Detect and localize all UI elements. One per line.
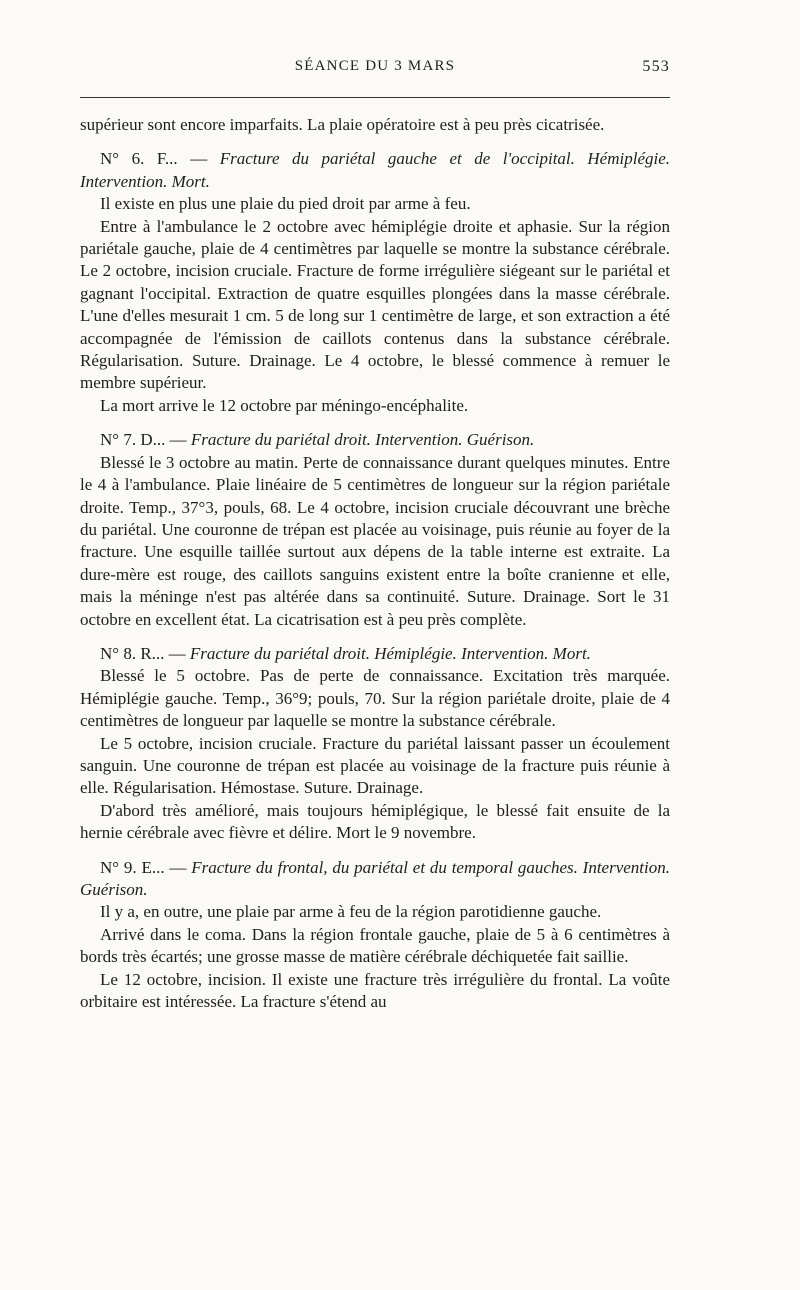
case-7-title: Fracture du pariétal droit. Intervention. Guérison.	[190, 430, 535, 450]
page-number: 553	[642, 58, 670, 75]
case-8-title: Fracture du pariétal droit. Hémiplégie. Intervention. Mort.	[189, 643, 591, 663]
case-6-paragraph-3: La mort arrive le 12 octobre par méningo-encéphalite.	[100, 395, 469, 415]
case-7-number: N° 7. D... —	[100, 430, 187, 450]
running-title: SÉANCE DU 3 MARS	[294, 58, 456, 74]
case-6-heading	[80, 148, 670, 193]
case-6-paragraph-1: Il existe en plus une plaie du pied droit par arme à feu.	[100, 194, 471, 214]
case-9-number: N° 9. E... —	[100, 857, 187, 877]
case-6-number: N° 6. F... —	[100, 149, 208, 169]
case-9-paragraph-1: Il y a, en outre, une plaie par arme à feu de la région parotidienne gauche.	[100, 902, 602, 922]
running-header	[80, 58, 670, 82]
case-7-heading	[80, 429, 670, 451]
case-8-paragraph-1: Blessé le 5 octobre. Pas de perte de connaissance. Excitation très marquée. Hémiplégie gauche. Temp., 36°9; pouls, 70. Sur la région pariétale droite, plaie de 4 centimètres de longueur par laquelle se montre la substance cérébrale.	[80, 666, 670, 731]
case-9-paragraph-2: Arrivé dans le coma. Dans la région frontale gauche, plaie de 5 à 6 centimètres à bords très écartés; une grosse masse de matière cérébrale déchiquetée fait saillie.	[80, 924, 670, 967]
intro-paragraph: supérieur sont encore imparfaits. La plaie opératoire est à peu près cicatrisée.	[80, 115, 605, 134]
case-6-title: Fracture du pariétal gauche et de l'occipital. Hémiplégie. Intervention. Mort.	[80, 149, 671, 191]
page-body	[80, 114, 670, 1013]
header-rule	[80, 97, 670, 98]
case-9-heading	[80, 857, 670, 902]
case-8-paragraph-2: Le 5 octobre, incision cruciale. Fracture du pariétal laissant passer un écoulement sanguin. Une couronne de trépan est placée au voisinage de la fracture puis réunie à elle. Régularisation. Hémostase. Suture. Drainage.	[80, 733, 670, 798]
case-8-paragraph-3: D'abord très amélioré, mais toujours hémiplégique, le blessé fait ensuite de la hernie cérébrale avec fièvre et délire. Mort le 9 novembre.	[80, 800, 670, 843]
case-6-paragraph-2: Entre à l'ambulance le 2 octobre avec hémiplégie droite et aphasie. Sur la région pariétale gauche, plaie de 4 centimètres par laquelle se montre la substance cérébrale. Le 2 octobre, incision cruciale. Fracture de forme irrégulière siégeant sur le pariétal et gagnant l'occipital. Extraction de quatre esquilles plongées dans la masse cérébrale. L'une d'elles mesurait 1 cm. 5 de long sur 1 centimètre de large, et son extraction a été accompagnée de l'émission de caillots contenus dans la substance cérébrale. Régularisation. Suture. Drainage. Le 4 octobre, le blessé commence à remuer le membre supérieur.	[80, 216, 670, 393]
case-8-number: N° 8. R... —	[100, 643, 186, 663]
case-8-heading	[80, 643, 670, 665]
case-9-paragraph-3: Le 12 octobre, incision. Il existe une fracture très irrégulière du frontal. La voûte orbitaire est intéressée. La fracture s'étend au	[80, 969, 670, 1012]
case-7-paragraph-1: Blessé le 3 octobre au matin. Perte de connaissance durant quelques minutes. Entre le 4 à l'ambulance. Plaie linéaire de 5 centimètres de longueur sur la région pariétale droite. Temp., 37°3, pouls, 68. Le 4 octobre, incision cruciale découvrant une brèche du pariétal. Une couronne de trépan est placée au voisinage, puis réunie au foyer de la fracture. Une esquille taillée surtout aux dépens de la table interne est extraite. La dure-mère est rouge, des caillots sanguins existent entre la boîte cranienne et elle, mais la méninge n'est pas altérée dans sa continuité. Suture. Drainage. Sort le 31 octobre en excellent état. La cicatrisation est à peu près complète.	[80, 452, 670, 629]
case-9-title: Fracture du frontal, du pariétal et du temporal gauches. Intervention. Guérison.	[80, 857, 670, 899]
